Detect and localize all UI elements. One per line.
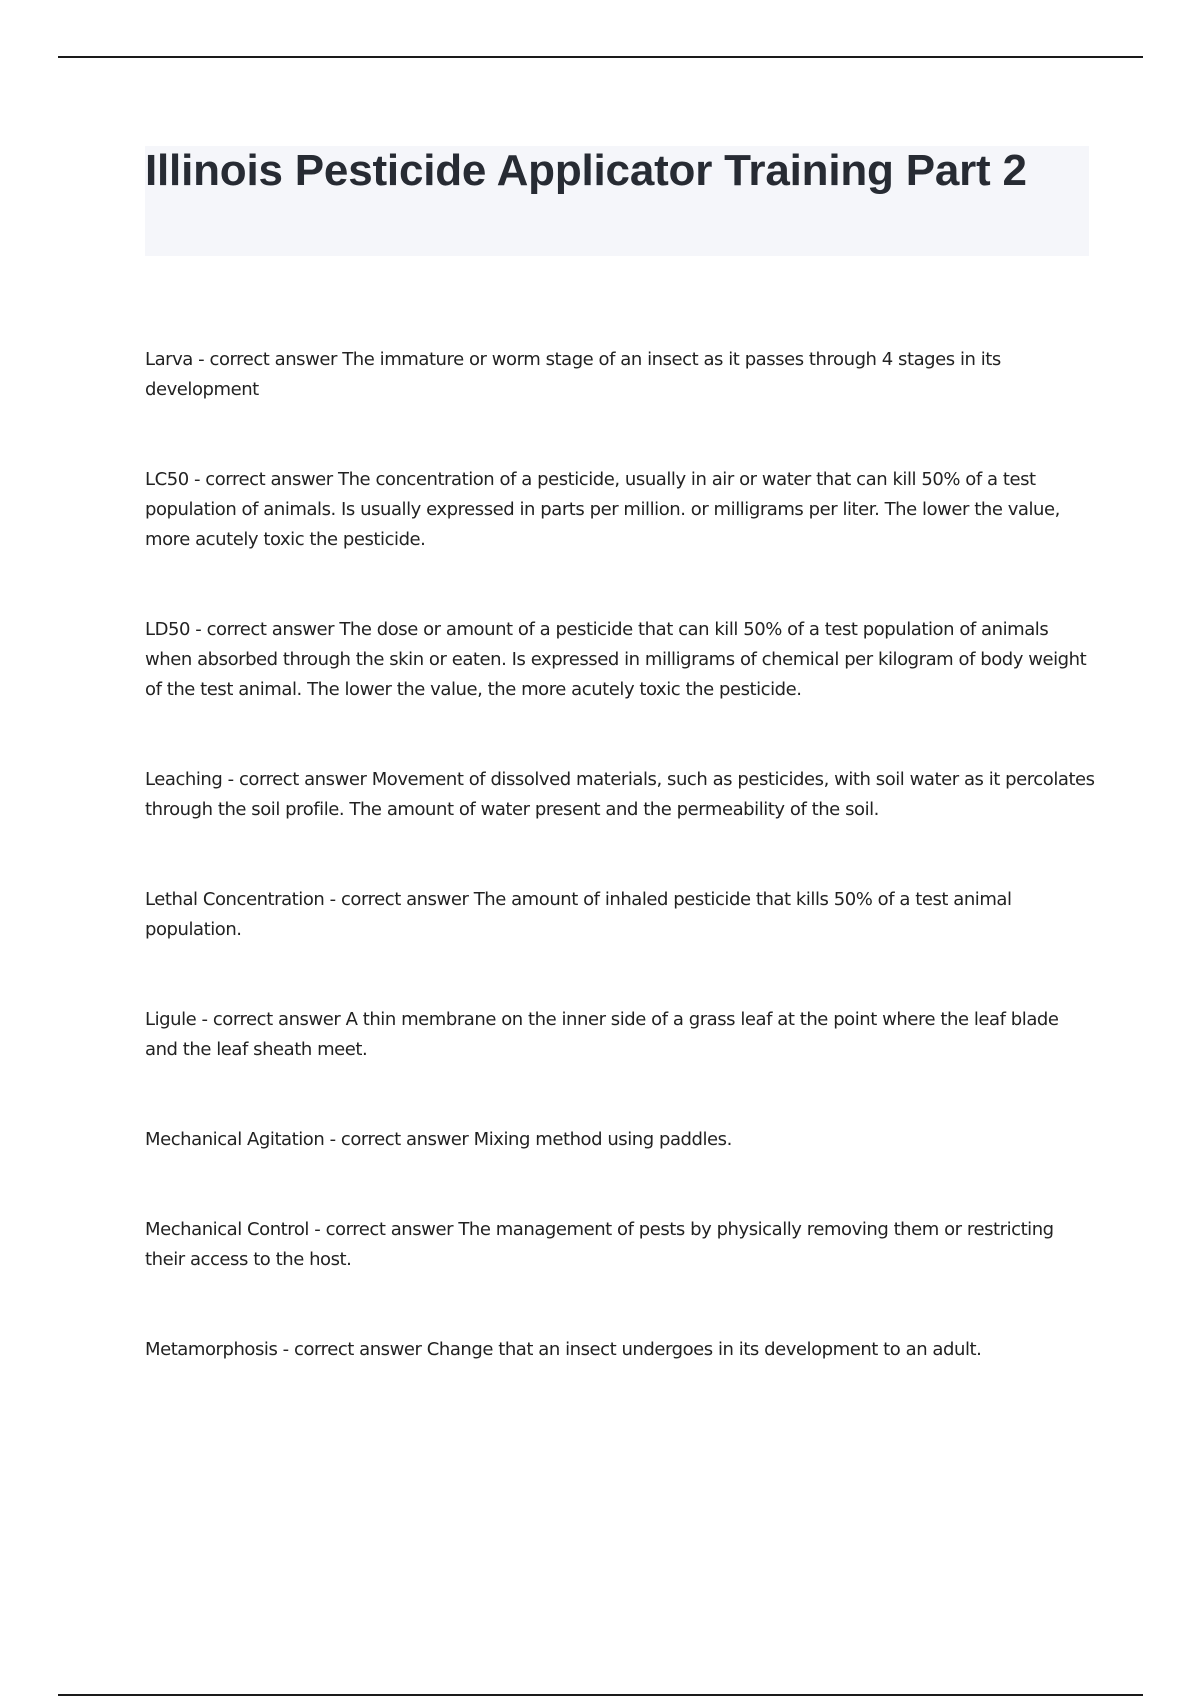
answer-label: correct answer <box>340 1129 469 1150</box>
answer-label: correct answer <box>205 469 333 490</box>
entry-term: Lethal Concentration - <box>145 889 341 910</box>
entry-definition: Mixing method using paddles. <box>473 1129 732 1150</box>
page-title: Illinois Pesticide Applicator Training Part 2 <box>145 146 1027 195</box>
footer-rule <box>58 1694 1143 1696</box>
entry-term: Mechanical Control - <box>145 1219 326 1240</box>
entry-definition: Change that an insect undergoes in its development to an adult. <box>426 1339 982 1360</box>
entry-definition: The immature or worm stage of an insect as it passes through 4 stages in its development <box>145 349 1001 400</box>
flashcard-entry <box>145 615 1095 705</box>
entry-definition: Movement of dissolved materials, such as pesticides, with soil water as it percolates through the soil profile. The amount of water present and the permeability of the soil. <box>145 769 1095 820</box>
flashcard-entry <box>145 765 1095 825</box>
entry-definition: The concentration of a pesticide, usually in air or water that can kill 50% of a test population of animals. Is usually expressed in parts per million. or milligrams per liter. The lower the value, more acutely toxic the pesticide. <box>145 469 1060 550</box>
flashcard-list <box>145 345 1095 1425</box>
answer-label: correct answer <box>209 349 337 370</box>
entry-term: Mechanical Agitation - <box>145 1129 341 1150</box>
entry-definition: The management of pests by physically removing them or restricting their access to the host. <box>145 1219 1054 1270</box>
entry-term: Metamorphosis - <box>145 1339 294 1360</box>
answer-label: correct answer <box>325 1219 454 1240</box>
flashcard-entry <box>145 1125 1095 1155</box>
entry-term: Larva - <box>145 349 210 370</box>
flashcard-entry <box>145 1215 1095 1275</box>
entry-term: LD50 - <box>145 619 207 640</box>
entry-term: LC50 - <box>145 469 205 490</box>
entry-definition: The amount of inhaled pesticide that kills 50% of a test animal population. <box>145 889 1012 940</box>
entry-term: Leaching - <box>145 769 239 790</box>
flashcard-entry <box>145 345 1095 405</box>
entry-term: Ligule - <box>145 1009 213 1030</box>
flashcard-entry <box>145 465 1095 555</box>
flashcard-entry <box>145 1005 1095 1065</box>
answer-label: correct answer <box>206 619 335 640</box>
entry-definition: The dose or amount of a pesticide that can kill 50% of a test population of animals when absorbed through the skin or eaten. Is expressed in milligrams of chemical per kilogram of body weight of the test animal. The lower the value, the more acutely toxic the pesticide. <box>145 619 1087 700</box>
answer-label: correct answer <box>212 1009 341 1030</box>
answer-label: correct answer <box>340 889 469 910</box>
title-banner <box>145 146 1089 256</box>
flashcard-entry <box>145 885 1095 945</box>
header-rule <box>58 56 1143 58</box>
answer-label: correct answer <box>238 769 367 790</box>
answer-label: correct answer <box>294 1339 422 1360</box>
flashcard-entry <box>145 1335 1095 1365</box>
entry-definition: A thin membrane on the inner side of a grass leaf at the point where the leaf blade and the leaf sheath meet. <box>145 1009 1059 1060</box>
